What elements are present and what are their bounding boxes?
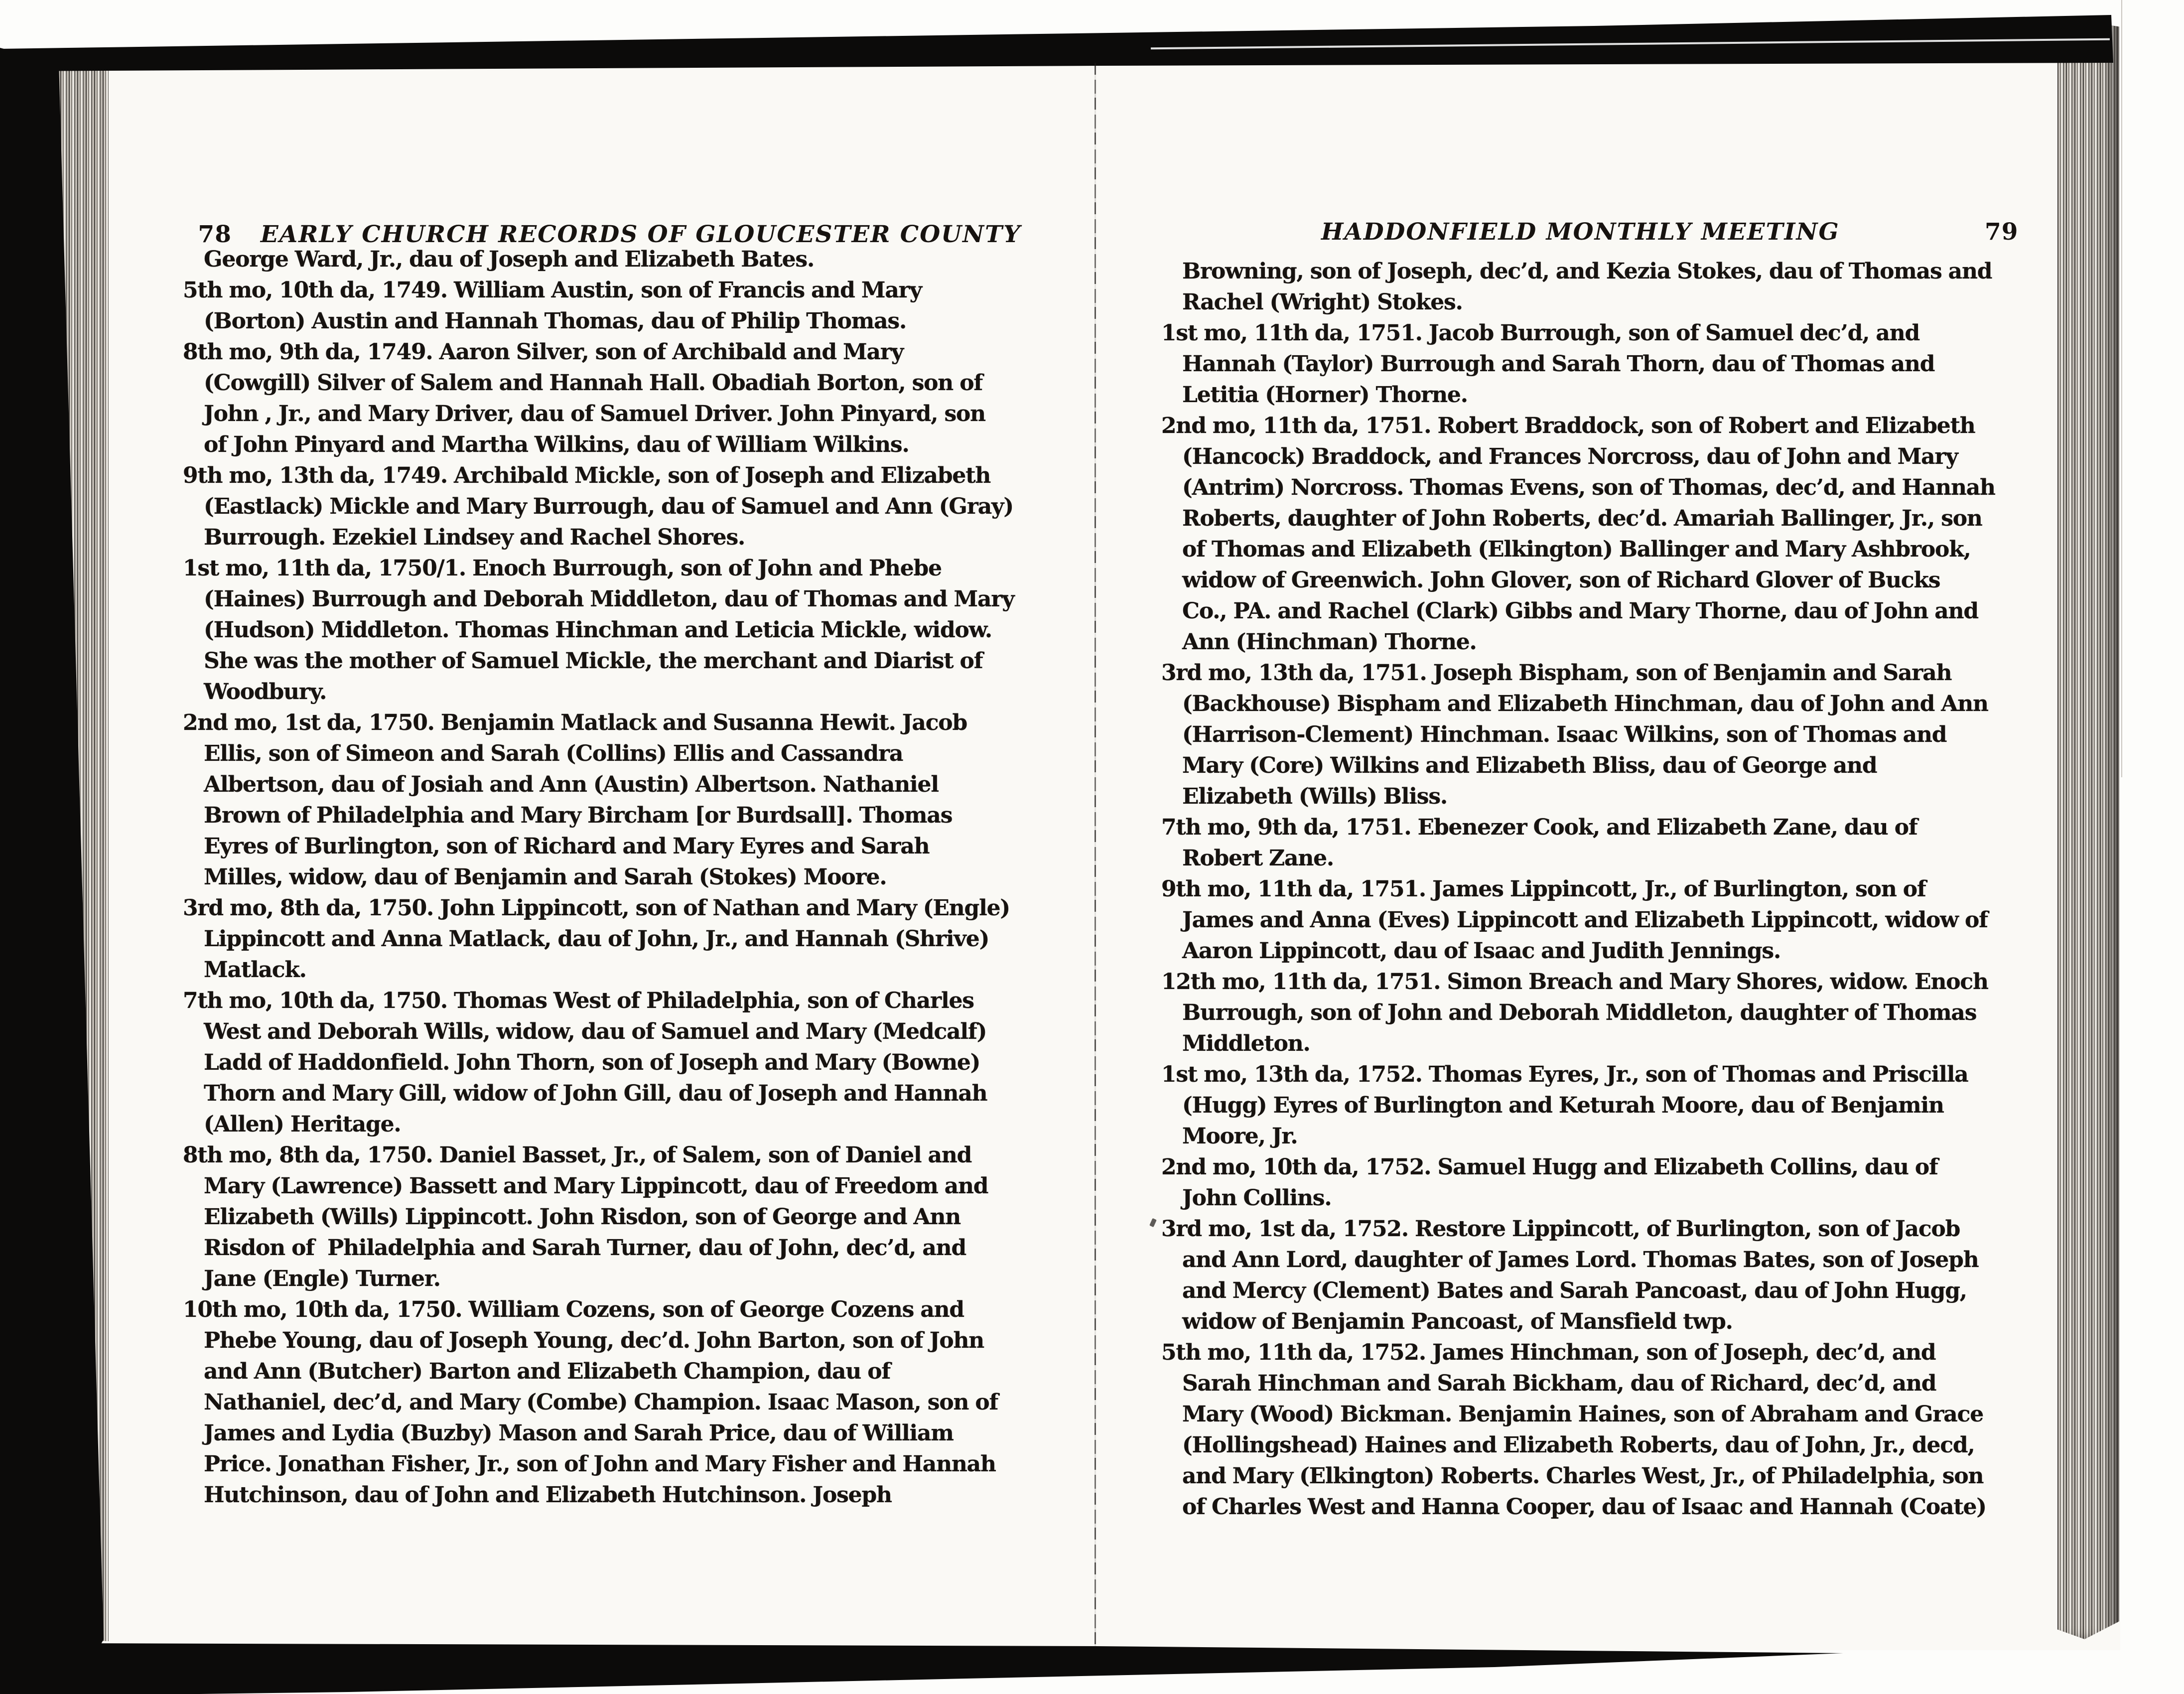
text-line: and Ann Lord, daughter of James Lord. Thomas Bates, son of Joseph (1182, 1247, 1979, 1272)
text-line: James and Anna (Eves) Lippincott and Elizabeth Lippincott, widow of (1182, 907, 1988, 933)
text-line: 2nd mo, 1st da, 1750. Benjamin Matlack and Susanna Hewit. Jacob (183, 710, 967, 735)
scan-edge-line (2121, 0, 2122, 777)
text-line: 2nd mo, 11th da, 1751. Robert Braddock, son of Robert and Elizabeth (1161, 413, 1975, 438)
text-line: Woodbury. (204, 679, 327, 705)
text-line: Phebe Young, dau of Joseph Young, dec’d. John Barton, son of John (204, 1328, 984, 1353)
text-line: widow of Benjamin Pancoast, of Mansfield twp. (1182, 1309, 1733, 1334)
text-line: (Antrim) Norcross. Thomas Evens, son of Thomas, dec’d, and Hannah (1182, 475, 1995, 500)
text-line: Burrough, son of John and Deborah Middleton, daughter of Thomas (1182, 1000, 1977, 1025)
text-line: Co., PA. and Rachel (Clark) Gibbs and Mary Thorne, dau of John and (1182, 598, 1978, 624)
text-line: West and Deborah Wills, widow, dau of Samuel and Mary (Medcalf) (204, 1019, 987, 1044)
text-line: 5th mo, 11th da, 1752. James Hinchman, son of Joseph, dec’d, and (1161, 1340, 1936, 1365)
text-line: 9th mo, 11th da, 1751. James Lippincott, Jr., of Burlington, son of (1161, 876, 1926, 902)
text-line: 5th mo, 10th da, 1749. William Austin, son of Francis and Mary (183, 278, 922, 303)
text-line: 2nd mo, 10th da, 1752. Samuel Hugg and Elizabeth Collins, dau of (1161, 1154, 1938, 1180)
text-line: Sarah Hinchman and Sarah Bickham, dau of Richard, dec’d, and (1182, 1371, 1936, 1396)
text-line: and Ann (Butcher) Barton and Elizabeth Champion, dau of (204, 1359, 891, 1384)
right-page-number: 79 (1985, 218, 2019, 246)
text-line: Moore, Jr. (1182, 1124, 1298, 1149)
text-line: Burrough. Ezekiel Lindsey and Rachel Shores. (204, 525, 745, 550)
left-page (107, 65, 1096, 1649)
text-line: James and Lydia (Buzby) Mason and Sarah Price, dau of William (204, 1420, 954, 1446)
text-line: 12th mo, 11th da, 1751. Simon Breach and Mary Shores, widow. Enoch (1161, 969, 1988, 994)
text-line: Thorn and Mary Gill, widow of John Gill, dau of Joseph and Hannah (204, 1081, 987, 1106)
text-line: Middleton. (1182, 1031, 1310, 1056)
text-line: Browning, son of Joseph, dec’d, and Kezia Stokes, dau of Thomas and (1182, 259, 1992, 284)
text-line: (Hudson) Middleton. Thomas Hinchman and Leticia Mickle, widow. (204, 617, 992, 643)
text-line: of Charles West and Hanna Cooper, dau of Isaac and Hannah (Coate) (1182, 1494, 1986, 1520)
scan-top-border (0, 0, 2114, 75)
text-line: Jane (Engle) Turner. (204, 1266, 440, 1291)
right-page-text (1161, 256, 2048, 1523)
right-page (1096, 65, 2062, 1649)
text-line: Letitia (Horner) Thorne. (1182, 382, 1468, 408)
text-line: (Eastlack) Mickle and Mary Burrough, dau of Samuel and Ann (Gray) (204, 494, 1013, 519)
text-line: (Harrison-Clement) Hinchman. Isaac Wilkins, son of Thomas and (1182, 722, 1947, 747)
text-line: Elizabeth (Wills) Bliss. (1182, 784, 1448, 809)
text-line: (Backhouse) Bispham and Elizabeth Hinchman, dau of John and Ann (1182, 691, 1988, 716)
text-line: of John Pinyard and Martha Wilkins, dau of William Wilkins. (204, 432, 909, 457)
text-line: Ellis, son of Simeon and Sarah (Collins) Ellis and Cassandra (204, 741, 903, 766)
text-line: (Hollingshead) Haines and Elizabeth Roberts, dau of John, Jr., decd, (1182, 1432, 1975, 1458)
left-page-text (183, 244, 1080, 1511)
text-line: Rachel (Wright) Stokes. (1182, 289, 1463, 315)
text-line: 1st mo, 11th da, 1751. Jacob Burrough, son of Samuel dec’d, and (1161, 320, 1920, 346)
text-line: (Haines) Burrough and Deborah Middleton, dau of Thomas and Mary (204, 586, 1014, 612)
text-line: (Hancock) Braddock, and Frances Norcross, dau of John and Mary (1182, 444, 1958, 469)
text-line: (Cowgill) Silver of Salem and Hannah Hall. Obadiah Borton, son of (204, 370, 983, 396)
text-line: Elizabeth (Wills) Lippincott. John Risdon, son of George and Ann (204, 1204, 961, 1230)
text-line: 10th mo, 10th da, 1750. William Cozens, son of George Cozens and (183, 1297, 964, 1322)
text-line: Hannah (Taylor) Burrough and Sarah Thorn, dau of Thomas and (1182, 351, 1935, 377)
text-line: (Allen) Heritage. (204, 1112, 401, 1137)
text-line: 3rd mo, 13th da, 1751. Joseph Bispham, son of Benjamin and Sarah (1161, 660, 1952, 686)
text-line: Lippincott and Anna Matlack, dau of John, Jr., and Hannah (Shrive) (204, 926, 989, 952)
text-line: 7th mo, 10th da, 1750. Thomas West of Philadelphia, son of Charles (183, 988, 974, 1013)
text-line: Hutchinson, dau of John and Elizabeth Hutchinson. Joseph (204, 1482, 892, 1508)
text-line: (Hugg) Eyres of Burlington and Keturah Moore, dau of Benjamin (1182, 1093, 1944, 1118)
text-line: Roberts, daughter of John Roberts, dec’d. Amariah Ballinger, Jr., son (1182, 506, 1982, 531)
text-line: Mary (Core) Wilkins and Elizabeth Bliss, dau of George and (1182, 753, 1877, 778)
text-line: Albertson, dau of Josiah and Ann (Austin) Albertson. Nathaniel (204, 772, 939, 797)
text-line: Brown of Philadelphia and Mary Bircham [or Burdsall]. Thomas (204, 803, 953, 828)
text-line: John Collins. (1182, 1185, 1332, 1211)
left-page-number: 78 (198, 221, 232, 248)
text-line: 1st mo, 11th da, 1750/1. Enoch Burrough, son of John and Phebe (183, 556, 942, 581)
text-line: Mary (Wood) Bickman. Benjamin Haines, son of Abraham and Grace (1182, 1402, 1984, 1427)
text-line: (Borton) Austin and Hannah Thomas, dau of Philip Thomas. (204, 308, 907, 334)
text-line: 3rd mo, 8th da, 1750. John Lippincott, son of Nathan and Mary (Engle) (183, 895, 1010, 921)
right-running-title: HADDONFIELD MONTHLY MEETING (1321, 218, 1840, 246)
text-line: 8th mo, 8th da, 1750. Daniel Basset, Jr., of Salem, son of Daniel and (183, 1142, 972, 1168)
text-line: and Mercy (Clement) Bates and Sarah Pancoast, dau of John Hugg, (1182, 1278, 1967, 1303)
text-line: Nathaniel, dec’d, and Mary (Combe) Champion. Isaac Mason, son of (204, 1390, 998, 1415)
text-line: Eyres of Burlington, son of Richard and Mary Eyres and Sarah (204, 834, 930, 859)
text-line: Mary (Lawrence) Bassett and Mary Lippincott, dau of Freedom and (204, 1173, 988, 1199)
text-line: of Thomas and Elizabeth (Elkington) Ballinger and Mary Ashbrook, (1182, 537, 1971, 562)
text-line: George Ward, Jr., dau of Joseph and Elizabeth Bates. (204, 247, 815, 272)
text-line: Ladd of Haddonfield. John Thorn, son of Joseph and Mary (Bowne) (204, 1050, 980, 1075)
text-line: Price. Jonathan Fisher, Jr., son of John and Mary Fisher and Hannah (204, 1451, 996, 1477)
text-line: Aaron Lippincott, dau of Isaac and Judith Jennings. (1182, 938, 1781, 964)
text-line: She was the mother of Samuel Mickle, the merchant and Diarist of (204, 648, 983, 674)
text-line: 1st mo, 13th da, 1752. Thomas Eyres, Jr., son of Thomas and Priscilla (1161, 1062, 1968, 1087)
text-line: 3rd mo, 1st da, 1752. Restore Lippincott, of Burlington, son of Jacob (1161, 1216, 1960, 1242)
text-line: and Mary (Elkington) Roberts. Charles West, Jr., of Philadelphia, son (1182, 1463, 1984, 1489)
text-line: Risdon of Philadelphia and Sarah Turner, dau of John, dec’d, and (204, 1235, 966, 1261)
right-page-fore-edge (2057, 17, 2119, 1639)
text-line: Robert Zane. (1182, 846, 1334, 871)
text-line: 8th mo, 9th da, 1749. Aaron Silver, son of Archibald and Mary (183, 339, 904, 365)
text-line: Ann (Hinchman) Thorne. (1182, 629, 1477, 655)
text-line: widow of Greenwich. John Glover, son of Richard Glover of Bucks (1182, 567, 1940, 593)
left-running-title: EARLY CHURCH RECORDS OF GLOUCESTER COUNTY (260, 221, 1021, 248)
text-line: Milles, widow, dau of Benjamin and Sarah (Stokes) Moore. (204, 864, 887, 890)
text-line: Matlack. (204, 957, 306, 983)
text-line: 9th mo, 13th da, 1749. Archibald Mickle, son of Joseph and Elizabeth (183, 463, 991, 488)
text-line: 7th mo, 9th da, 1751. Ebenezer Cook, and Elizabeth Zane, dau of (1161, 815, 1917, 840)
text-line: John , Jr., and Mary Driver, dau of Samuel Driver. John Pinyard, son (204, 401, 985, 426)
